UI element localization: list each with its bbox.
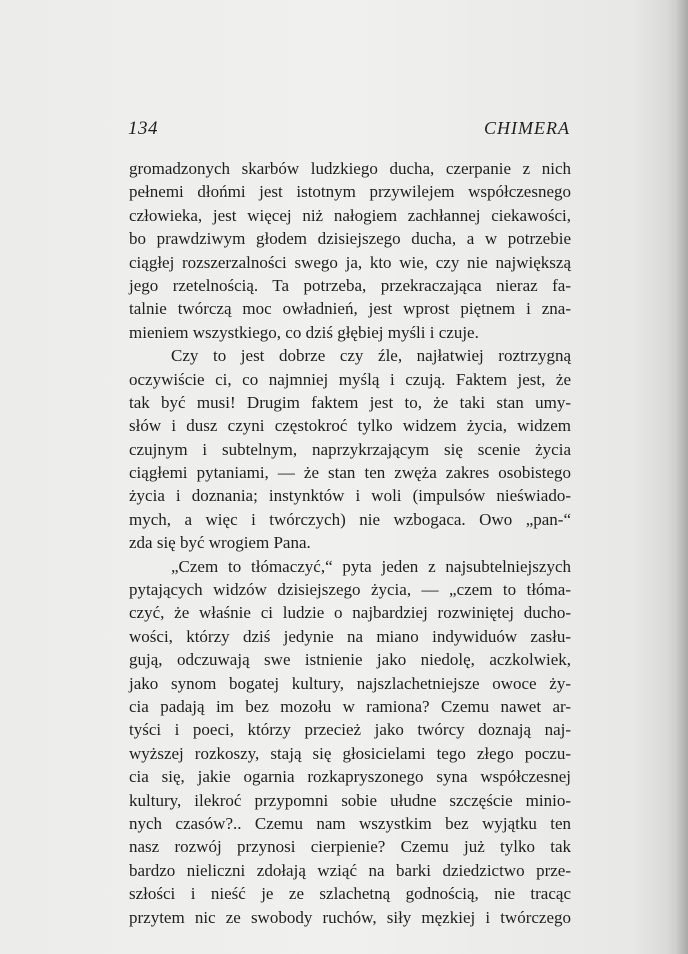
paragraph-start-line: „Czem to tłómaczyć,“ pyta jeden z najsubtelniejszych	[171, 556, 571, 576]
text-line: kultury, ilekroć przypomni sobie ułudne szczęście minio-	[129, 790, 571, 810]
text-line: oczywiście ci, co najmniej myślą i czują. Faktem jest, że	[129, 369, 571, 389]
text-line: pełnemi dłońmi jest istotnym przywilejem współczesnego	[129, 182, 571, 202]
text-line: czyć, że właśnie ci ludzie o najbardziej rozwiniętej ducho-	[129, 603, 571, 623]
text-line: jego rzetelnością. Ta potrzeba, przekraczająca nieraz fa-	[129, 275, 571, 295]
text-line: przytem nic ze swobody ruchów, siły męzkiej i twórczego	[129, 907, 571, 927]
text-line: gromadzonych skarbów ludzkiego ducha, czerpanie z nich	[129, 159, 571, 178]
paragraph-start-line: Czy to jest dobrze czy źle, najłatwiej roztrzygną	[171, 346, 571, 366]
text-line: człowieka, jest więcej niż nałogiem zachłannej ciekawości,	[129, 205, 571, 225]
text-line: ciągłej rozszerzalności swego ja, kto wie, czy nie największą	[129, 252, 571, 272]
text-line: bardzo nieliczni zdołają wziąć na barki dziedzictwo prze-	[129, 860, 571, 880]
text-line: talnie twórczą moc owładnień, jest wprost piętnem i zna-	[129, 299, 571, 319]
text-line: nasz rozwój przynosi cierpienie? Czemu już tylko tak	[129, 837, 571, 857]
page-number: 134	[128, 118, 158, 139]
text-line: cia padają im bez mozołu w ramiona? Czemu nawet ar-	[129, 696, 571, 716]
text-line: tyści i poeci, którzy przecież jako twórcy doznają naj-	[129, 720, 571, 740]
text-line: słów i dusz czyni częstokroć tylko widzem życia, widzem	[129, 416, 571, 436]
text-line: pytających widzów dzisiejszego życia, — „czem to tłóma-	[129, 580, 571, 600]
text-line: gują, odczuwają swe istnienie jako niedolę, aczkolwiek,	[129, 650, 571, 670]
book-edge	[674, 0, 688, 954]
text-line: czujnym i subtelnym, naprzykrzającym się scenie życia	[129, 439, 571, 459]
text-line: mieniem wszystkiego, co dziś głębiej myśli i czuje.	[129, 322, 479, 342]
text-line: zda się być wrogiem Pana.	[129, 533, 311, 553]
running-title: CHIMERA	[484, 118, 570, 138]
text-line: wyższej rozkoszy, stają się głosicielami tego złego poczu-	[129, 743, 571, 763]
text-line: ciągłemi pytaniami, — że stan ten zwęża zakres osobistego	[129, 463, 571, 483]
body-text	[129, 157, 571, 929]
text-line: szłości i nieść je ze szlachetną godnością, nie tracąc	[129, 884, 571, 904]
text-line: wości, którzy dziś jedynie na miano indywiduów zasłu-	[129, 626, 571, 646]
text-line: cia się, jakie ogarnia rozkapryszonego syna współczesnej	[129, 767, 571, 787]
text-line: bo prawdziwym głodem dzisiejszego ducha, a w potrzebie	[129, 229, 571, 249]
text-line: jako synom bogatej kultury, najszlachetniejsze owoce ży-	[129, 673, 571, 693]
text-line: nych czasów?.. Czemu nam wszystkim bez wyjątku ten	[129, 813, 571, 833]
text-line: mych, a więc i twórczych) nie wzbogaca. Owo „pan-“	[129, 509, 571, 529]
text-line: życia i doznania; instynktów i woli (impulsów nieświado-	[129, 486, 571, 506]
text-line: tak być musi! Drugim faktem jest to, że taki stan umy-	[129, 392, 571, 412]
